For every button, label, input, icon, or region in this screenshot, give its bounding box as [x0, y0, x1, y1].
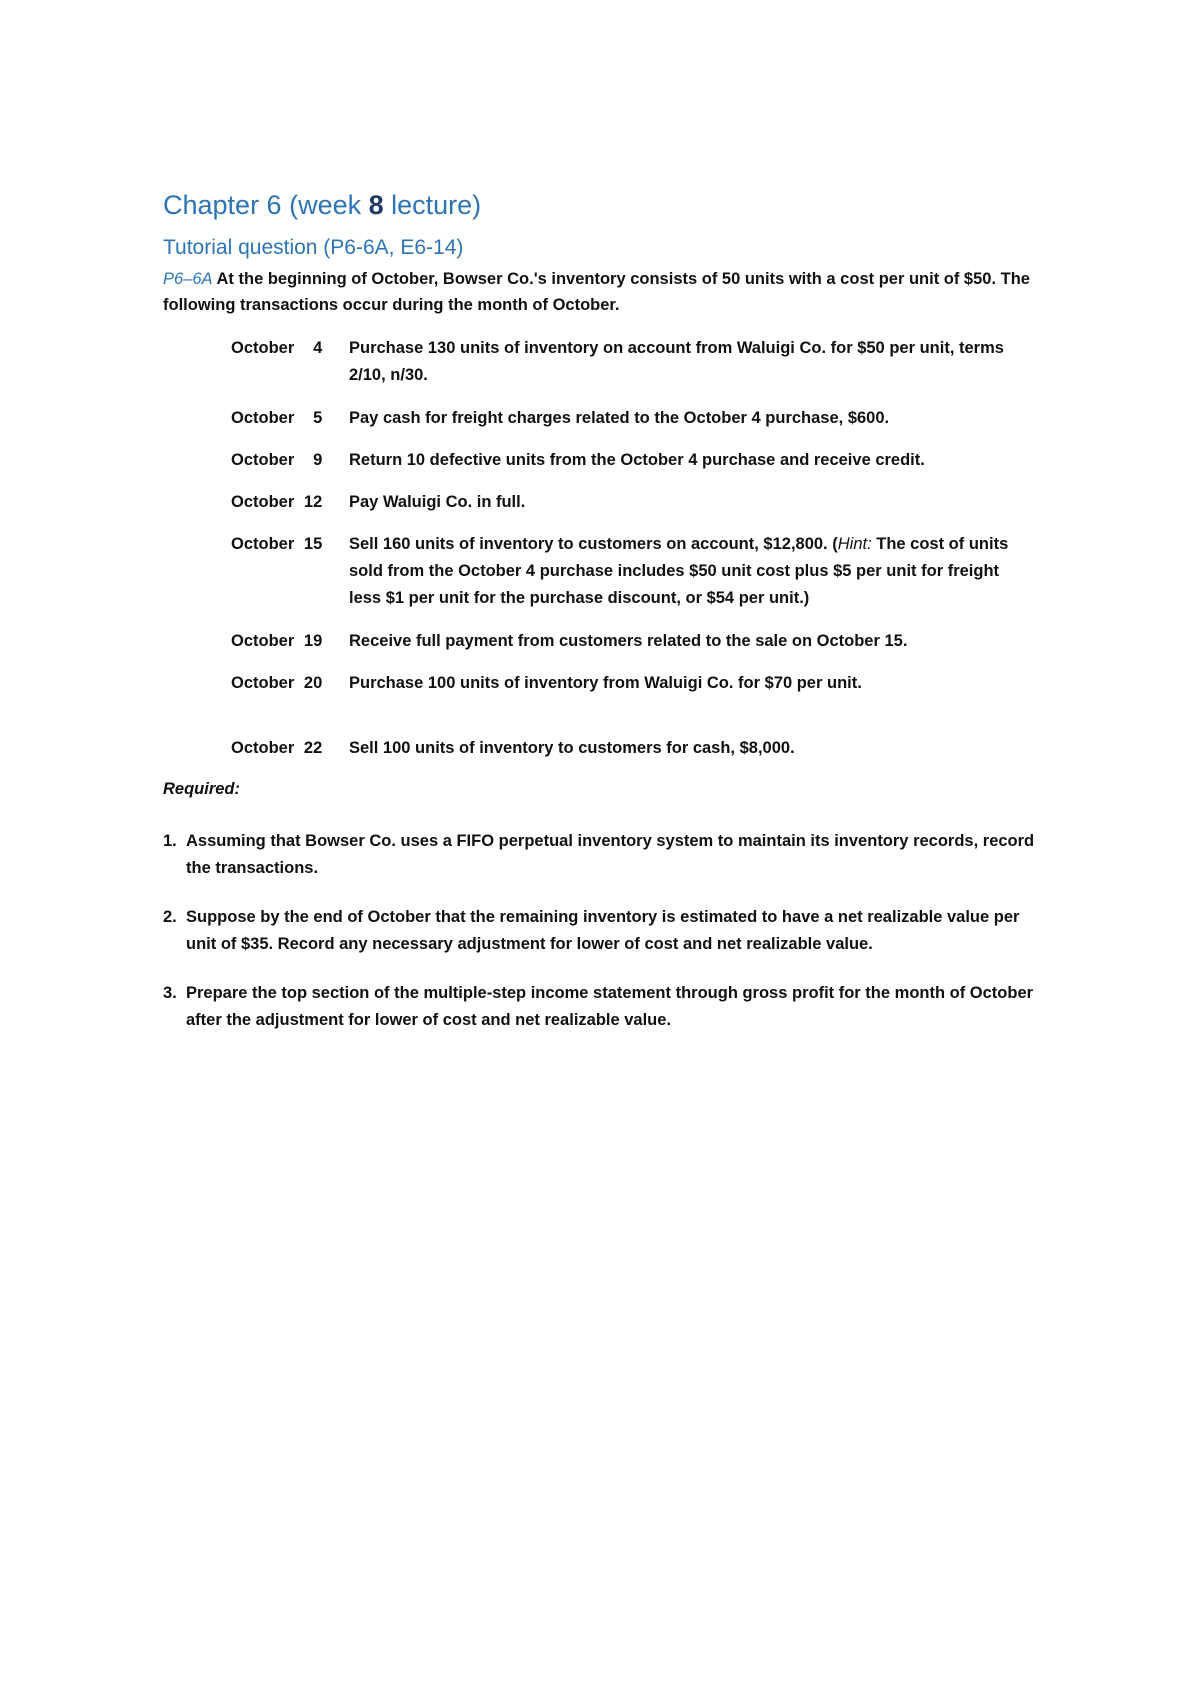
- transaction-month: October: [231, 493, 295, 511]
- problem-intro: [163, 266, 1043, 318]
- transaction-month: October: [231, 632, 295, 650]
- transaction-description: Return 10 defective units from the October 4 purchase and receive credit.: [349, 451, 925, 469]
- transaction-date: [231, 447, 343, 474]
- transaction-date: [231, 628, 343, 655]
- transaction-day: 4: [313, 339, 323, 357]
- transaction-date: [231, 335, 343, 362]
- required-item-number: 2.: [163, 908, 177, 926]
- transaction-description: Sell 100 units of inventory to customers for cash, $8,000.: [349, 739, 795, 757]
- transaction-description: Purchase 100 units of inventory from Waluigi Co. for $70 per unit.: [349, 674, 862, 692]
- transaction-month: October: [231, 535, 295, 553]
- required-item-text: Assuming that Bowser Co. uses a FIFO perpetual inventory system to maintain its inventory records, record the transactions.: [186, 832, 1035, 877]
- transaction-day: 15: [303, 535, 323, 553]
- required-item-text: Suppose by the end of October that the remaining inventory is estimated to have a net realizable value per unit of $35. Record any necessary adjustment for lower of cost and net realizable value.: [186, 908, 1020, 953]
- transaction-description: Receive full payment from customers related to the sale on October 15.: [349, 632, 908, 650]
- transaction-day: 20: [303, 674, 323, 692]
- transaction-date: [231, 670, 343, 697]
- transaction-description: Pay cash for freight charges related to the October 4 purchase, $600.: [349, 409, 890, 427]
- transaction-date: [231, 489, 343, 516]
- transaction-month: October: [231, 339, 295, 357]
- transaction-description: Purchase 130 units of inventory on account from Waluigi Co. for $50 per unit, terms 2/10, n/30.: [349, 339, 1004, 384]
- transaction-description: [349, 531, 1009, 612]
- transaction-day: 22: [303, 739, 323, 757]
- transaction-month: October: [231, 674, 295, 692]
- required-item-number: 3.: [163, 984, 177, 1002]
- required-item-number: 1.: [163, 832, 177, 850]
- transaction-date: [231, 405, 343, 432]
- transaction-day: 19: [303, 632, 323, 650]
- chapter-title-prefix: Chapter 6 (week: [163, 190, 369, 220]
- week-number: 8: [368, 190, 384, 220]
- chapter-title-suffix: lecture): [383, 190, 482, 220]
- transaction-description: Pay Waluigi Co. in full.: [349, 493, 526, 511]
- chapter-title: [163, 190, 481, 221]
- tutorial-title: Tutorial question (P6-6A, E6-14): [163, 236, 464, 259]
- hint-label: Hint:: [837, 535, 872, 553]
- required-item-text: Prepare the top section of the multiple-step income statement through gross profit for the month of October after the adjustment for lower of cost and net realizable value.: [186, 984, 1034, 1029]
- transaction-description-start: Sell 160 units of inventory to customers on account, $12,800. (: [349, 535, 838, 553]
- required-label: Required:: [163, 780, 241, 798]
- transaction-description-end: The cost of units sold from the October 4 purchase includes $50 unit cost plus $5 per unit for freight less $1 per unit for the purchase discount, or $54 per unit.): [349, 535, 1009, 607]
- transaction-month: October: [231, 739, 295, 757]
- transaction-date: [231, 735, 343, 762]
- transaction-month: October: [231, 409, 295, 427]
- problem-reference: P6–6A: [163, 270, 213, 288]
- transaction-month: October: [231, 451, 295, 469]
- transaction-day: 12: [303, 493, 323, 511]
- problem-intro-text: At the beginning of October, Bowser Co.'s inventory consists of 50 units with a cost per unit of $50. The following transactions occur during the month of October.: [163, 270, 1030, 314]
- transaction-date: [231, 531, 343, 558]
- transaction-day: 9: [313, 451, 323, 469]
- transaction-day: 5: [313, 409, 323, 427]
